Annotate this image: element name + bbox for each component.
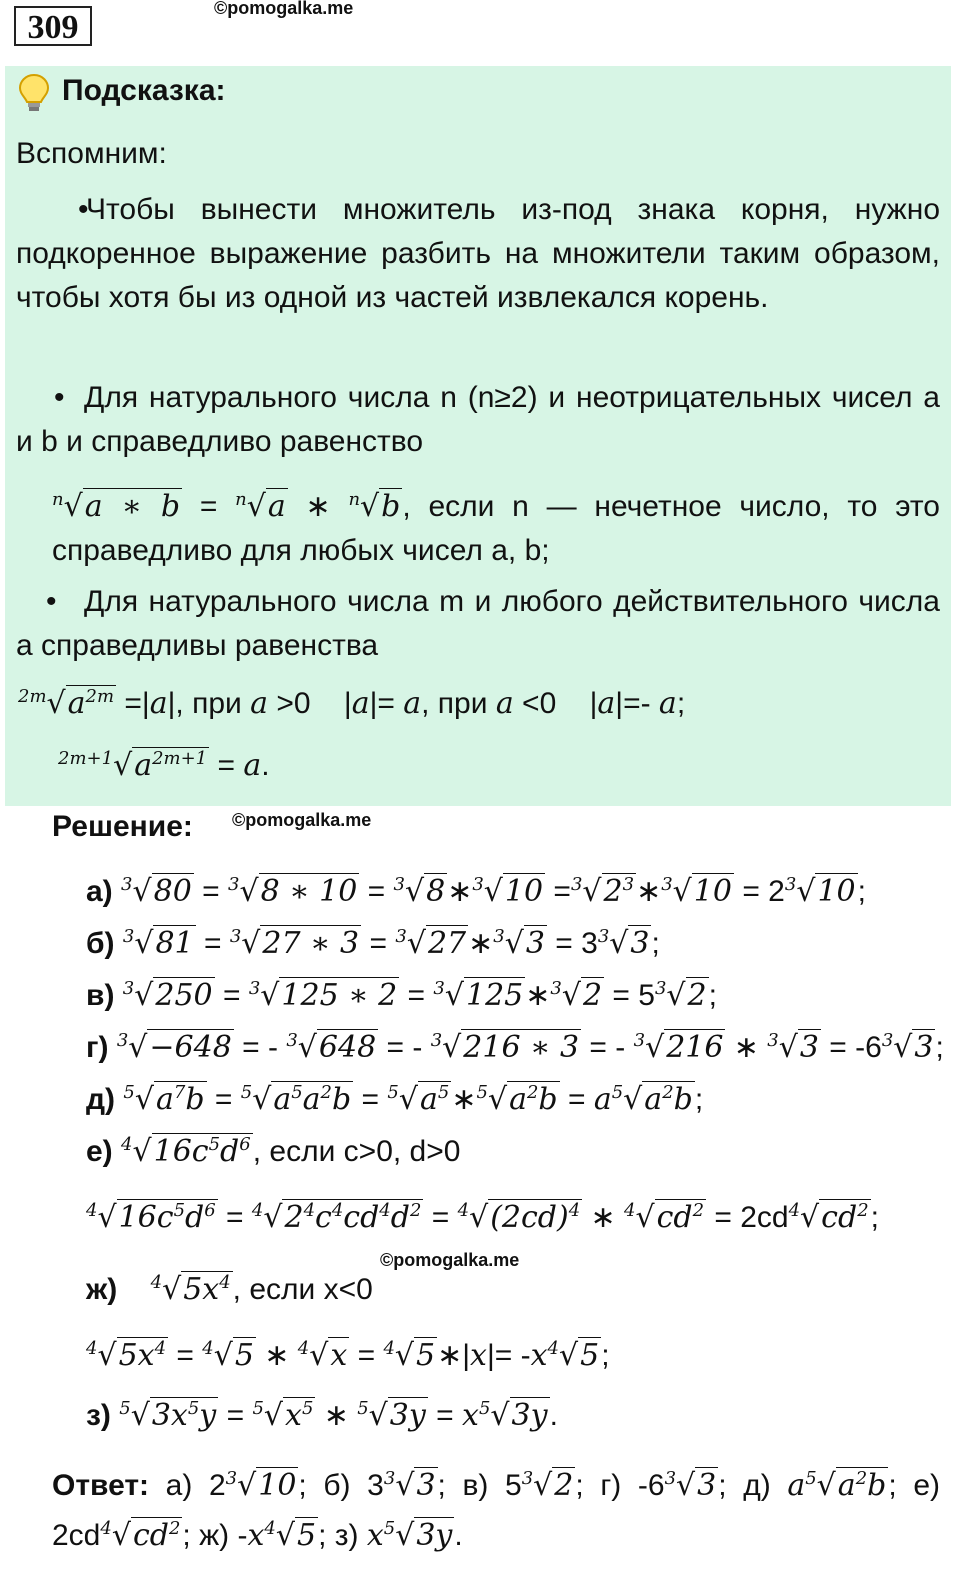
- watermark: ©pomogalka.me: [214, 0, 354, 18]
- solution-v: в) $^3$√250 = $^3$√125 ∗ 2 = $^3$√125∗$^3$√2 = $5^3√2$;: [86, 978, 717, 1013]
- problem-number: 309: [14, 6, 92, 46]
- answer-line-1: Ответ: а) $2^3√10$; б) $3^3√3$; в) $5^3√2$; г) $-6^3√3$; д) $a^5√a^2b$; е): [52, 1468, 940, 1503]
- answer-line-2: $2cd^4√cd^2$; ж) $-x^4√5$; з) $x^5√3y$.: [52, 1518, 463, 1553]
- solution-zh-work: $^4√5x^4 = ^4√5$ ∗ $^4$√x = $^4$√5∗|x|= $-x^4√5$;: [86, 1338, 610, 1373]
- bullet-dot: •: [78, 193, 89, 226]
- solution-zh: ж) $^4√5x^4$, если x<0: [86, 1272, 373, 1307]
- solution-g: г) $^3$√−648 = - $^3$√648 = - $^3$√216 ∗ 3 = - $^3$√216 ∗ $^3√3 = -6^3√3$;: [86, 1030, 944, 1065]
- solution-e-work: $^4√16c^5d^6 = ^4√2^4c^4cd^4d^2 = ^4√(2cd)^4$ ∗ $^4√cd^2 = 2cd^4√cd^2$;: [86, 1200, 879, 1235]
- hint-title: Подсказка:: [62, 74, 226, 107]
- watermark: ©pomogalka.me: [232, 810, 372, 830]
- hint-formula-2: $^{2m}√a^{2m} =|a|$, при a >0 |a|= a, при a <0 |a|=- a;: [18, 686, 686, 721]
- lightbulb-icon: [16, 72, 52, 114]
- solution-title: Решение:: [52, 810, 193, 843]
- watermark: ©pomogalka.me: [380, 1250, 520, 1270]
- solution-b: б) $^3$√81 = $^3$√27 ∗ 3 = $^3$√27∗$^3$√3 = $3^3√3$;: [86, 926, 660, 961]
- hint-bullet-1: • Чтобы вынести множитель из-под знака корня, нужно подкоренное выражение разбить на множители таким образом, чтобы хотя бы из одной из частей извлекался корень.: [16, 188, 940, 320]
- solution-a: а) $^3$√80 = $^3$√8 ∗ 10 = $^3$√8∗$^3$√10 $=^3√2^3∗^3√10 = 2^3√10$;: [86, 874, 866, 909]
- hint-bullet-2: • Для натурального числа n (n≥2) и неотрицательных чисел a и b и справедливо равенство: [16, 376, 940, 464]
- hint-formula-3: $^{2m+1}√a^{2m+1} = a$.: [58, 748, 270, 783]
- solution-z: з) $^5√3x^5y = ^5√x^5$ ∗ $^5√3y = x^5√3y$.: [86, 1398, 558, 1433]
- solution-e: е) $^4√16c^5d^6$, если c>0, d>0: [86, 1134, 461, 1169]
- hint-formula-1: $^n$√a ∗ b = $^n$√a ∗ $^n$√b, если n — нечетное число, то это справедливо для любых чисел a, b;: [52, 489, 940, 567]
- solution-d: д) $^5√a^7b = ^5√a^5a^2b$ = $^5√a^5∗^5√a^2b = a^5√a^2b$;: [86, 1082, 704, 1117]
- hint-bullet-3: • Для натурального числа m и любого действительного числа a справедливы равенства: [16, 580, 940, 668]
- hint-recall: Вспомним:: [16, 137, 167, 170]
- bullet-dot: •: [46, 585, 57, 618]
- bullet-dot: •: [54, 381, 65, 414]
